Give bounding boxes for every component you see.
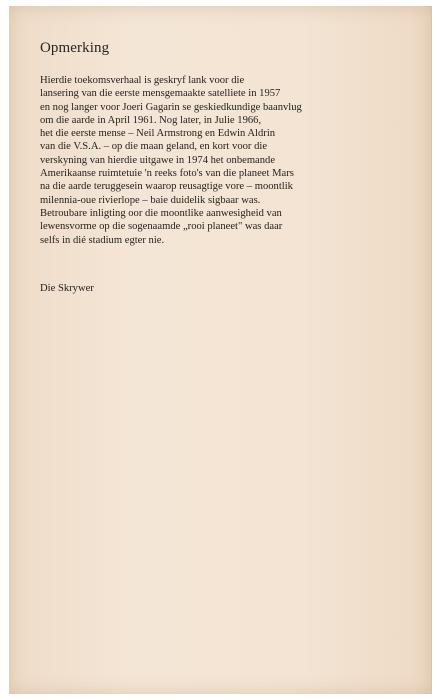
page-heading: Opmerking xyxy=(40,40,110,56)
text-line: van die V.S.A. – op die maan geland, en kort voor die xyxy=(40,141,268,153)
text-line: Amerikaanse ruimtetuie 'n reeks foto's van die planeet Mars xyxy=(40,168,294,180)
text-line: lewensvorme op die sogenaamde „rooi planeet" was daar xyxy=(40,221,283,233)
text-line: om die aarde in April 1961. Nog later, in Julie 1966, xyxy=(40,114,262,126)
text-line: Betroubare inligting oor die moontlike aanwesigheid van xyxy=(40,207,282,219)
author-signature: Die Skrywer xyxy=(40,283,94,294)
text-line: verskyning van hierdie uitgawe in 1974 het onbemande xyxy=(40,154,276,166)
text-line: lansering van die eerste mensgemaakte satelliete in 1957 xyxy=(40,88,281,100)
text-line: selfs in dié stadium egter nie. xyxy=(40,234,165,246)
text-line: Hierdie toekomsverhaal is geskryf lank voor die xyxy=(40,75,245,86)
book-page xyxy=(9,6,432,694)
text-line: na die aarde teruggesein waarop reusagtige vore – moontlik xyxy=(40,181,293,193)
note-paragraph xyxy=(40,74,420,247)
text-line: en nog langer voor Joeri Gagarin se geskiedkundige baanvlug xyxy=(40,101,302,113)
text-line: milennia-oue rivierlope – baie duidelik sigbaar was. xyxy=(40,194,261,206)
text-line: het die eerste mense – Neil Armstrong en Edwin Aldrin xyxy=(40,128,276,140)
